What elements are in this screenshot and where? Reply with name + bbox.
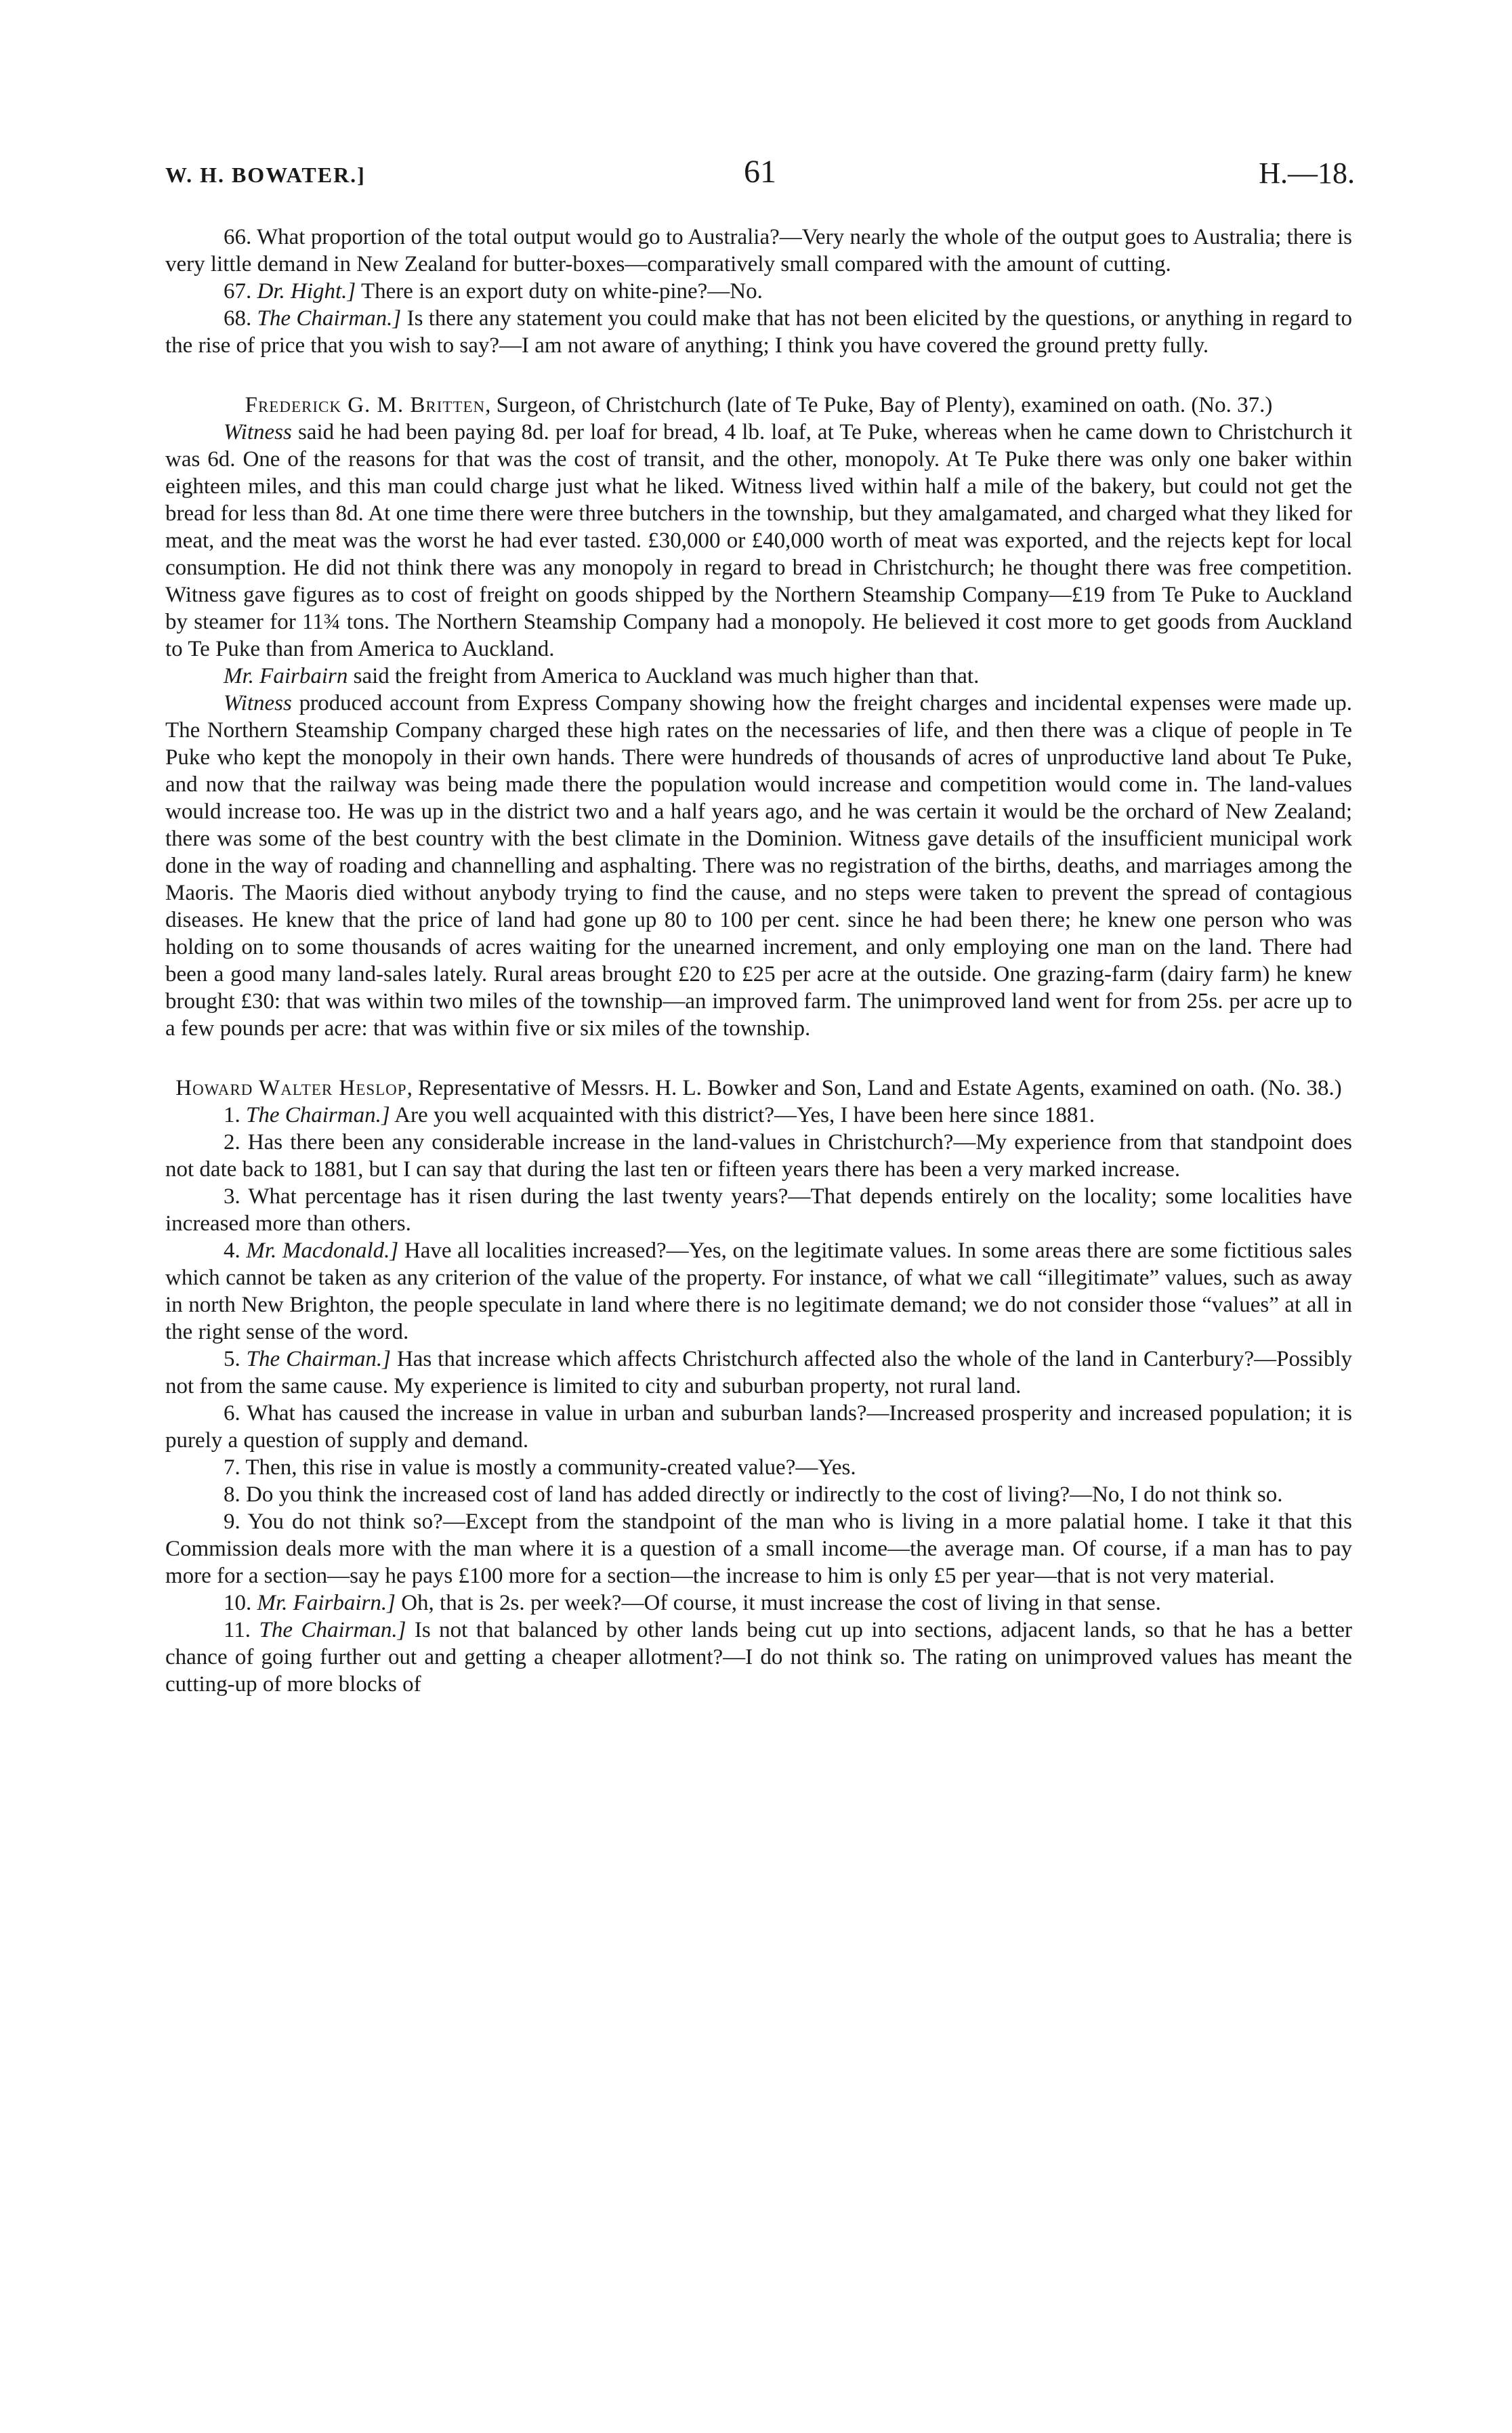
question-text: Are you well acquainted with this district?—Yes, I have been here since 1881.	[394, 1103, 1095, 1127]
question-number: 4.	[224, 1239, 240, 1263]
speaker-name: The Chairman.]	[257, 306, 402, 331]
page-number: 61	[744, 154, 776, 190]
question-number: 5.	[224, 1347, 240, 1371]
paragraph-q10	[165, 1589, 1352, 1617]
question-text: Oh, that is 2s. per week?—Of course, it must increase the cost of living in that sense.	[401, 1591, 1161, 1615]
speaker-name: Mr. Fairbairn	[224, 664, 348, 688]
witness-description: , Representative of Messrs. H. L. Bowker and Son, Land and Estate Agents, examined on oath. (No. 38.)	[406, 1076, 1342, 1100]
speaker-name: Witness	[224, 691, 292, 715]
question-number: 10.	[224, 1591, 252, 1615]
speaker-name: The Chairman.]	[259, 1618, 406, 1642]
witness-name: Frederick G. M. Britten	[245, 393, 486, 417]
paragraph-q5	[165, 1346, 1352, 1400]
paragraph-q67	[165, 278, 1352, 305]
speaker-name: The Chairman.]	[246, 1103, 390, 1127]
question-text: Has that increase which affects Christchurch affected also the whole of the land in Canterbury?—Possibly not from the same cause. My experience is limited to city and suburban property, not rural land.	[165, 1347, 1353, 1398]
paragraph-q8: 8. Do you think the increased cost of land has added directly or indirectly to the cost of living?—No, I do not think so.	[224, 1482, 1283, 1507]
witness-heading-heslop	[165, 1075, 1352, 1102]
header-witness-name: W. H. BOWATER.]	[165, 163, 366, 187]
question-text: Is there any statement you could make that has not been elicited by the questions, or anything in regard to the rise of price that you wish to say?—I am not aware of anything; I think you have covered the ground pretty fully.	[165, 306, 1353, 358]
question-number: 1.	[224, 1103, 240, 1127]
paragraph-q3: 3. What percentage has it risen during the last twenty years?—That depends entirely on the locality; some localities have increased more than others.	[165, 1184, 1352, 1236]
document-body	[165, 224, 1352, 1698]
testimony-text: produced account from Express Company showing how the freight charges and incidental expenses were made up. The Northern Steamship Company charged these high rates on the necessaries of life, and then there was a clique of people in Te Puke who kept the monopoly in their own hands. There were hundreds of thousands of acres of unproductive land about Te Puke, and now that the railway was being made there the population would increase and competition would come in. The land-values would increase too. He was up in the district two and a half years ago, and he was certain it would be the orchard of New Zealand; there was some of the best country with the best climate in the Dominion. Witness gave details of the insufficient municipal work done in the way of roading and channelling and asphalting. There was no registration of the births, deaths, and marriages among the Maoris. The Maoris died without anybody trying to find the cause, and no steps were taken to prevent the spread of contagious diseases. He knew that the price of land had gone up 80 to 100 per cent. since he had been there; he knew one person who was holding on to some thousands of acres waiting for the unearned increment, and only employing one man on the land. There had been a good many land-sales lately. Rural areas brought £20 to £25 per acre at the outside. One grazing-farm (dairy farm) he knew brought £30: that was within two miles of the township—an improved farm. The unimproved land went for from 25s. per acre up to a few pounds per acre: that was within five or six miles of the township.	[165, 691, 1353, 1041]
question-number: 11.	[224, 1618, 251, 1642]
question-text: There is an export duty on white-pine?—No.	[360, 279, 763, 304]
paragraph-q7: 7. Then, this rise in value is mostly a community-created value?—Yes.	[224, 1455, 856, 1480]
witness-name: Howard Walter Heslop	[175, 1076, 407, 1100]
testimony-text: said the freight from America to Auckland was much higher than that.	[353, 664, 980, 688]
question-number: 68.	[224, 306, 252, 331]
paragraph-q9: 9. You do not think so?—Except from the standpoint of the man who is living in a more palatial home. I take it that this Commission deals more with the man where it is a question of a small income—the average man. Of course, if a man has to pay more for a section—say he pays £100 more for a section—the increase to him is only £5 per year—that is not very material.	[165, 1510, 1352, 1588]
paragraph-q2: 2. Has there been any considerable increase in the land-values in Christchurch?—My experience from that standpoint does not date back to 1881, but I can say that during the last ten or fifteen years there has been a very marked increase.	[165, 1130, 1352, 1182]
paragraph-q11	[165, 1617, 1352, 1698]
paragraph-q4	[165, 1237, 1352, 1346]
paragraph-q68	[165, 305, 1352, 359]
question-text: Is not that balanced by other lands being cut up into sections, adjacent lands, so that he has a better chance of going further out and getting a cheaper allotment?—I do not think so. The rating on unimproved values has meant the cutting-up of more blocks of	[165, 1618, 1353, 1697]
document-reference: H.—18.	[1259, 157, 1355, 190]
question-text: Have all localities increased?—Yes, on the legitimate values. In some areas there are some fictitious sales which cannot be taken as any criterion of the value of the property. For instance, of what we call “illegitimate” values, such as away in north New Brighton, the people speculate in land where there is no legitimate demand; we do not consider those “values” at all in the right sense of the word.	[165, 1239, 1353, 1344]
paragraph-q6: 6. What has caused the increase in value in urban and suburban lands?—Increased prosperity and increased population; it is purely a question of supply and demand.	[165, 1401, 1352, 1453]
speaker-name: Witness	[224, 420, 292, 444]
speaker-name: Dr. Hight.]	[257, 279, 356, 304]
page-header	[165, 153, 1355, 201]
paragraph-q1	[165, 1102, 1352, 1129]
paragraph-britten-2	[165, 663, 1352, 690]
speaker-name: Mr. Macdonald.]	[246, 1239, 399, 1263]
speaker-name: Mr. Fairbairn.]	[257, 1591, 396, 1615]
testimony-text: said he had been paying 8d. per loaf for bread, 4 lb. loaf, at Te Puke, whereas when he came down to Christchurch it was 6d. One of the reasons for that was the cost of transit, and the other, monopoly. At Te Puke there was only one baker within eighteen miles, and this man could charge just what he liked. Witness lived within half a mile of the bakery, but could not get the bread for less than 8d. At one time there were three butchers in the township, but they amalgamated, and charged what they liked for meat, and the meat was the worst he had ever tasted. £30,000 or £40,000 worth of meat was exported, and the rejects kept for local consumption. He did not think there was any monopoly in regard to bread in Christchurch; he thought there was free competition. Witness gave figures as to cost of freight on goods shipped by the Northern Steamship Company—£19 from Te Puke to Auckland by steamer for 11¾ tons. The Northern Steamship Company had a monopoly. He believed it cost more to get goods from Auckland to Te Puke than from America to Auckland.	[165, 420, 1352, 661]
question-number: 67.	[224, 279, 252, 304]
paragraph-q66: 66. What proportion of the total output would go to Australia?—Very nearly the whole of the output goes to Australia; there is very little demand in New Zealand for butter-boxes—comparatively small compared with the amount of cutting.	[165, 225, 1352, 276]
witness-heading-britten	[165, 392, 1352, 419]
witness-description: , Surgeon, of Christchurch (late of Te Puke, Bay of Plenty), examined on oath. (No. 37.)	[485, 393, 1273, 417]
paragraph-britten-3	[165, 690, 1352, 1042]
speaker-name: The Chairman.]	[246, 1347, 392, 1371]
paragraph-britten-1	[165, 419, 1352, 663]
